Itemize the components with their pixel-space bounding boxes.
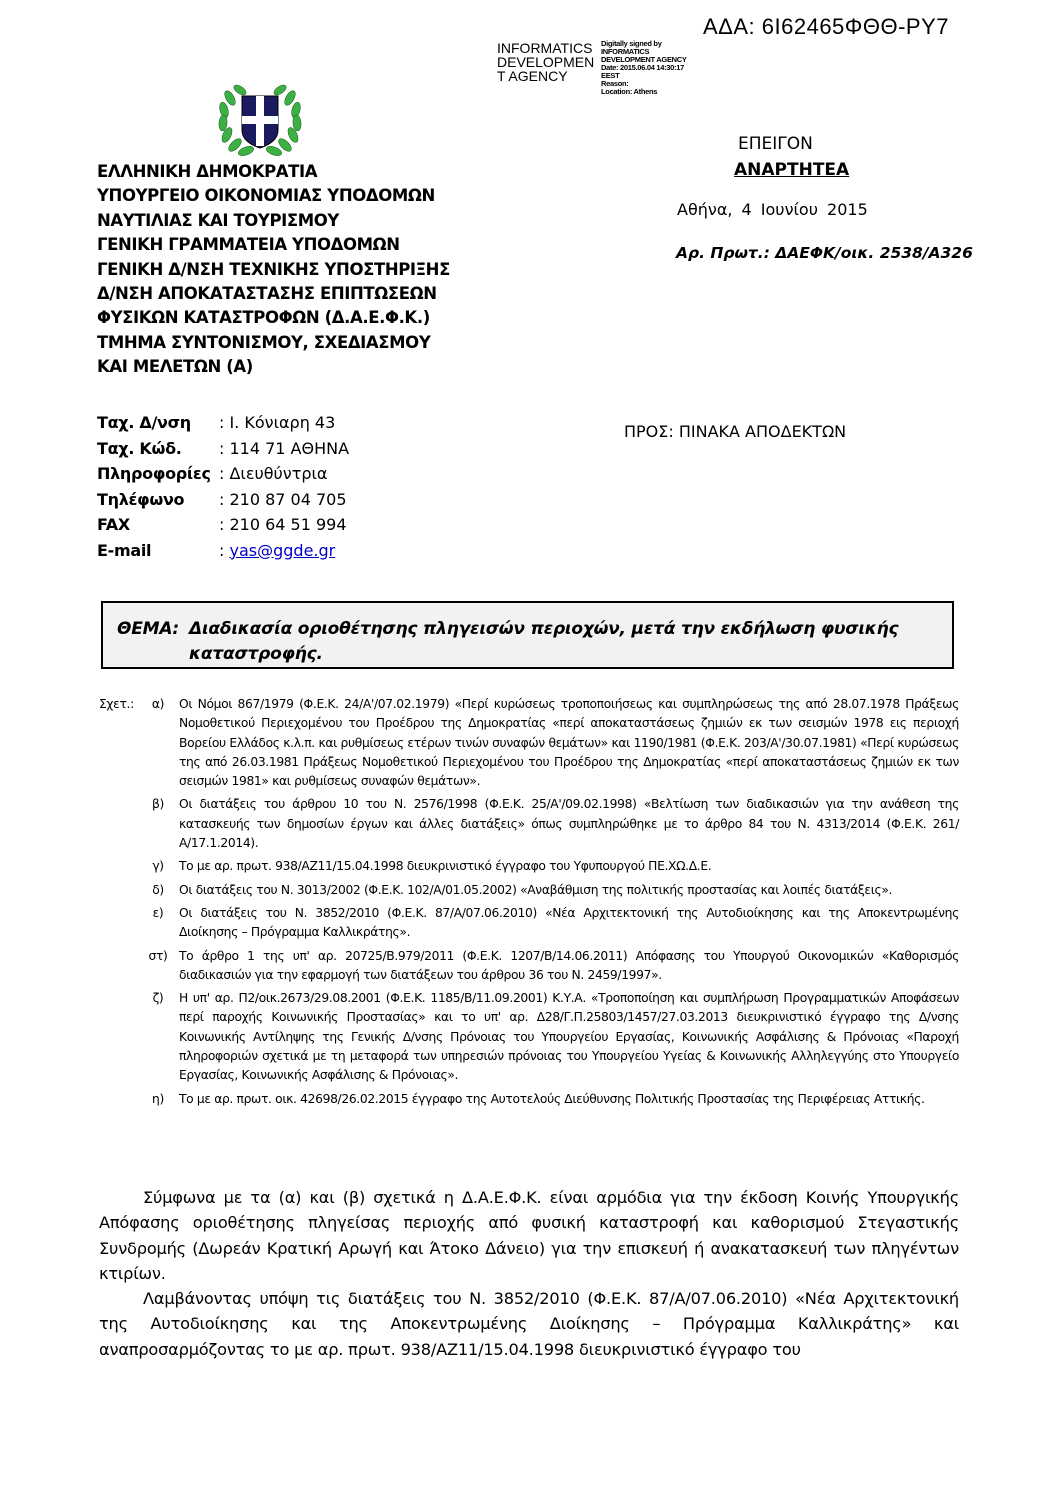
- org-line: ΝΑΥΤΙΛΙΑΣ ΚΑΙ ΤΟΥΡΙΣΜΟΥ: [97, 210, 339, 230]
- reference-item: [99, 857, 959, 876]
- reference-letter: ε): [152, 905, 164, 920]
- contact-value: : 210 64 51 994: [219, 515, 347, 534]
- subject-line-2: καταστροφής.: [189, 644, 323, 664]
- org-line: ΥΠΟΥΡΓΕΙΟ ΟΙΚΟΝΟΜΙΑΣ ΥΠΟΔΟΜΩΝ: [97, 186, 435, 206]
- contact-label: Ταχ. Δ/νση: [97, 413, 191, 432]
- signature-detail-line: Date: 2015.06.04 14:30:17: [601, 63, 684, 72]
- signature-detail-line: Location: Athens: [601, 87, 658, 96]
- subject-line-1: Διαδικασία οριοθέτησης πληγεισών περιοχών, μετά την εκδήλωση φυσικής: [189, 619, 899, 639]
- reference-item: [99, 795, 959, 853]
- signature-detail-line: EEST: [601, 71, 620, 80]
- reference-item: [99, 947, 959, 986]
- reference-letter: β): [152, 797, 164, 812]
- email-prefix: :: [219, 540, 230, 560]
- contact-label: FAX: [97, 515, 130, 534]
- body-paragraph: Σύμφωνα με τα (α) και (β) σχετικά η Δ.Α.Ε.Φ.Κ. είναι αρμόδια για την έκδοση Κοινής Υπουργικής Απόφασης οριοθέτησης πληγείσας περιοχής από φυσική καταστροφή και καθορισμού Στεγαστικής Συνδρομής (Δωρεάν Κρατική Αρωγή και Άτοκο Δάνειο) για την επισκευή ή ανακατασκευή των πληγέντων κτιρίων.: [99, 1188, 959, 1283]
- contact-label: E-mail: [97, 540, 152, 560]
- contact-label: Τηλέφωνο: [97, 489, 185, 509]
- contact-value: : 114 71 ΑΘΗΝΑ: [219, 438, 350, 458]
- greek-coat-of-arms-icon: [210, 80, 310, 160]
- references-list: [99, 695, 959, 1113]
- contact-row-address: [97, 410, 349, 436]
- signature-detail-line: Reason:: [601, 79, 629, 88]
- reference-letter: γ): [152, 859, 164, 874]
- urgency-label: ΕΠΕΙΓΟΝ: [738, 134, 813, 154]
- recipients-label: ΠΡΟΣ: ΠΙΝΑΚΑ ΑΠΟΔΕΚΤΩΝ: [624, 422, 847, 441]
- org-line: ΓΕΝΙΚΗ ΓΡΑΜΜΑΤΕΙΑ ΥΠΟΔΟΜΩΝ: [97, 235, 400, 255]
- org-line: ΕΛΛΗΝΙΚΗ ΔΗΜΟΚΡΑΤΙΑ: [97, 162, 318, 181]
- org-line: ΚΑΙ ΜΕΛΕΤΩΝ (Α): [97, 357, 253, 377]
- signature-detail-line: DEVELOPMENT AGENCY: [601, 55, 687, 64]
- reference-letter: δ): [152, 882, 164, 897]
- contact-label: Ταχ. Κώδ.: [97, 438, 182, 458]
- contact-row-phone: [97, 487, 349, 513]
- signature-detail-line: Digitally signed by: [601, 39, 662, 48]
- signature-detail-line: INFORMATICS: [601, 47, 650, 56]
- signature-agency-line: INFORMATICS: [497, 40, 593, 56]
- subject-box: [101, 601, 954, 669]
- reference-text: Το άρθρο 1 της υπ' αρ. 20725/Β.979/2011 (Φ.Ε.Κ. 1207/Β/14.06.2011) Απόφασης του Υπουργού Οικονομικών «Καθορισμός διαδικασιών για την εφαρμογή των διατάξεων του άρθρου 36 του Ν. 2459/1997».: [179, 948, 959, 982]
- subject-text: [117, 617, 938, 667]
- reference-text: Οι Νόμοι 867/1979 (Φ.Ε.Κ. 24/Α'/07.02.1979) «Περί κυρώσεως τροποποιήσεως και συμπληρώσεως της από 28.07.1978 Πράξεως Νομοθετικού Περιεχομένου του Προέδρου της Δημοκρατίας «περί αποκαταστάσεως ζημιών εκ των σεισμών 1978 εις περιοχή Βορείου Ελλάδος κ.λ.π. και ρυθμίσεως ετέρων τινών συναφών θεμάτων» και 1190/1981 (Φ.Ε.Κ. 203/Α'/30.07.1981) «Περί κυρώσεως της από 26.03.1981 Πράξεως Νομοθετικού Περιεχομένου του Προέδρου της Δημοκρατίας «περί αποκαταστάσεως ζημιών εκ των σεισμών 1981» και ρυθμίσεως συναφών θεμάτων».: [179, 697, 959, 789]
- org-line: ΤΜΗΜΑ ΣΥΝΤΟΝΙΣΜΟΥ, ΣΧΕΔΙΑΣΜΟΥ: [97, 332, 431, 352]
- contact-label: Πληροφορίες: [97, 464, 211, 483]
- reference-letter: η): [152, 1091, 164, 1106]
- reference-letter: στ): [148, 948, 168, 963]
- contact-row-postcode: [97, 436, 349, 462]
- contact-value: : 210 87 04 705: [219, 489, 347, 509]
- reference-text: Το με αρ. πρωτ. οικ. 42698/26.02.2015 έγγραφο της Αυτοτελούς Διεύθυνσης Πολιτικής Προστασίας της Περιφέρειας Αττικής.: [179, 1091, 925, 1106]
- contact-info: [97, 410, 349, 563]
- email-link[interactable]: yas@ggde.gr: [229, 540, 336, 560]
- reference-item: [99, 1090, 959, 1109]
- org-line: ΦΥΣΙΚΩΝ ΚΑΤΑΣΤΡΟΦΩΝ (Δ.Α.Ε.Φ.Κ.): [97, 308, 430, 328]
- reference-item: [99, 904, 959, 943]
- contact-row-fax: [97, 512, 349, 538]
- signature-details: [601, 40, 687, 96]
- reference-letter: α): [151, 697, 165, 711]
- reference-item: [99, 695, 959, 791]
- reference-text: Οι διατάξεις του Ν. 3852/2010 (Φ.Ε.Κ. 87/Α/07.06.2010) «Νέα Αρχιτεκτονική της Αυτοδιοίκησης και της Αποκεντρωμένης Διοίκησης – Πρόγραμμα Καλλικράτης».: [179, 905, 959, 940]
- org-line: Δ/ΝΣΗ ΑΠΟΚΑΤΑΣΤΑΣΗΣ ΕΠΙΠΤΩΣΕΩΝ: [97, 284, 437, 304]
- subject-label: ΘΕΜΑ:: [117, 619, 179, 639]
- contact-value: : Διευθύντρια: [219, 464, 328, 483]
- contact-row-email: [97, 538, 349, 564]
- signature-agency-line: T AGENCY: [497, 68, 568, 84]
- ada-code: ΑΔΑ: 6Ι62465ΦΘΘ-ΡΥ7: [703, 14, 949, 39]
- reference-text: Οι διατάξεις του Ν. 3013/2002 (Φ.Ε.Κ. 102/Α/01.05.2002) «Αναβάθμιση της πολιτικής προστασίας και λοιπές διατάξεις».: [179, 882, 893, 897]
- reference-letter: ζ): [152, 991, 164, 1006]
- signature-agency: [497, 41, 594, 83]
- org-line: ΓΕΝΙΚΗ Δ/ΝΣΗ ΤΕΧΝΙΚΗΣ ΥΠΟΣΤΗΡΙΞΗΣ: [97, 259, 450, 279]
- contact-row-info: [97, 461, 349, 487]
- contact-value: : Ι. Κόνιαρη 43: [219, 413, 336, 432]
- posting-label: ΑΝΑΡΤΗΤΕΑ: [734, 160, 850, 180]
- body-text: [99, 1185, 959, 1362]
- reference-text: Οι διατάξεις του άρθρου 10 του Ν. 2576/1998 (Φ.Ε.Κ. 25/Α'/09.02.1998) «Βελτίωση των διαδικασιών για την ανάθεση της κατασκευής των δημοσίων έργων και άλλες διατάξεις» όπως συμπληρώθηκε με το άρθρο 84 του Ν. 4313/2014 (Φ.Ε.Κ. 261/Α/17.1.2014).: [179, 797, 959, 851]
- references-prefix: Σχετ.:: [99, 697, 134, 711]
- reference-text: Η υπ' αρ. Π2/οικ.2673/29.08.2001 (Φ.Ε.Κ. 1185/Β/11.09.2001) Κ.Υ.Α. «Τροποποίηση και συμπλήρωση Προγραμματικών Αποφάσεων περί παροχής Κοινωνικής Προστασίας» και το υπ' αρ. Δ28/Γ.Π.25803/1457/27.03.2013 διευκρινιστικό έγγραφο της Δ/νσης Κοινωνικής Αντίληψης της Γενικής Δ/νσης Πρόνοιας του Υπουργείου Εργασίας, Κοινωνικής Ασφάλισης & Πρόνοιας «Παροχή πληροφοριών σχετικά με τη μεταφορά των υπηρεσιών πρόνοιας του Υπουργείου Υγείας & Κοινωνικής Αλληλεγγύης στο Υπουργείο Εργασίας, Κοινωνικής Ασφάλισης & Πρόνοιας».: [179, 991, 959, 1083]
- reference-item: [99, 989, 959, 1085]
- reference-item: [99, 881, 959, 900]
- document-date: Αθήνα, 4 Ιουνίου 2015: [677, 200, 868, 219]
- sender-organization: [97, 160, 450, 380]
- reference-text: Το με αρ. πρωτ. 938/ΑΖ11/15.04.1998 διευκρινιστικό έγγραφο του Υφυπουργού ΠΕ.ΧΩ.Δ.Ε.: [179, 859, 712, 874]
- contact-value: [219, 538, 335, 564]
- body-paragraph: Λαμβάνοντας υπόψη τις διατάξεις του Ν. 3852/2010 (Φ.Ε.Κ. 87/Α/07.06.2010) «Νέα Αρχιτεκτονική της Αυτοδιοίκησης και της Αποκεντρωμένης Διοίκησης – Πρόγραμμα Καλλικράτης» και αναπροσαρμόζοντας το με αρ. πρωτ. 938/ΑΖ11/15.04.1998 διευκρινιστικό έγγραφο του: [99, 1289, 959, 1359]
- protocol-number: Αρ. Πρωτ.: ΔΑΕΦΚ/οικ. 2538/Α326: [676, 244, 973, 262]
- signature-agency-line: DEVELOPMEN: [497, 54, 595, 70]
